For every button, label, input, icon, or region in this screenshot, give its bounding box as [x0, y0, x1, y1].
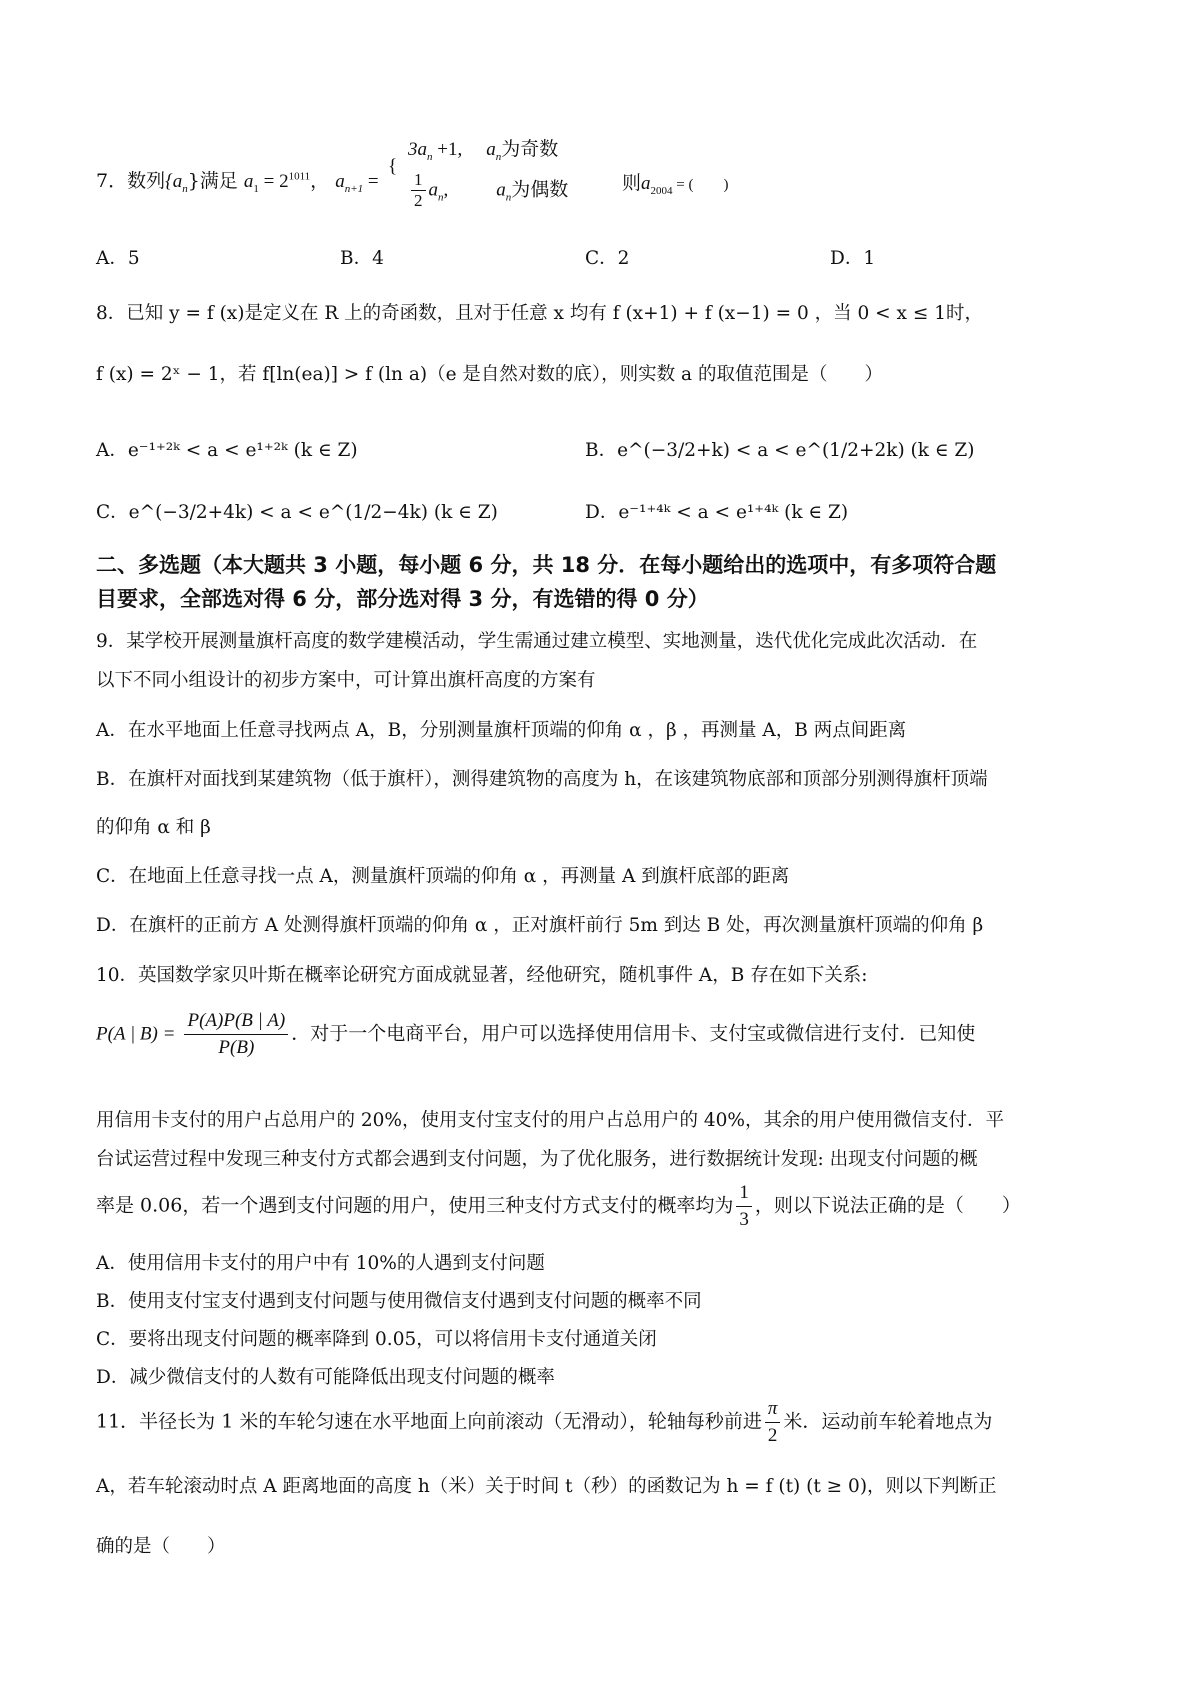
q10-line-5: 率是 0.06，若一个遇到支付问题的用户，使用三种支付方式支付的概率均为 $\frac{1}{3}$ ，则以下说法正确的是（ ）: [96, 1180, 1021, 1233]
q7-target: 则$a_{2004}$ = ( ): [622, 172, 729, 197]
q8-option-c: C．e^(−3/2+4k) < a < e^(1/2−4k) (k ∈ Z): [96, 502, 498, 523]
q7-case-1: $3a_n +1$, $a_n$为奇数: [408, 138, 559, 163]
q10-line-1: 10．英国数学家贝叶斯在概率论研究方面成就显著，经他研究，随机事件 A，B 存在如下关系:: [96, 965, 868, 986]
bayes-fraction: $\frac{P(A)P(B | A)}{P(B)}$: [184, 1008, 288, 1061]
q8-line-1: 8．已知 y = f (x)是定义在 R 上的奇函数，且对于任意 x 均有 f (x+1) + f (x−1) = 0 ，当 0 < x ≤ 1时，: [96, 303, 984, 324]
q7-stem: 7．数列$\{a_n\}$满足 $a_1 = 2^{1011}$， $a_{n+1}$ =: [96, 170, 379, 195]
q9-option-b-line-1: B．在旗杆对面找到某建筑物（低于旗杆），测得建筑物的高度为 h，在该建筑物底部和顶部分别测得旗杆顶端: [96, 769, 988, 790]
one-third-fraction: $\frac{1}{3}$: [736, 1180, 752, 1233]
q10-option-b: B．使用支付宝支付遇到支付问题与使用微信支付遇到支付问题的概率不同: [96, 1291, 702, 1312]
q10-option-d: D．减少微信支付的人数有可能降低出现支付问题的概率: [96, 1367, 555, 1388]
q7-brace: {: [388, 156, 398, 177]
q11-line-3: 确的是（ ）: [96, 1536, 226, 1557]
q10-formula-line: P(A | B) = $\frac{P(A)P(B | A)}{P(B)}$ ．对于一个电商平台，用户可以选择使用信用卡、支付宝或微信进行支付．已知使: [96, 1008, 975, 1061]
q10-option-a: A．使用信用卡支付的用户中有 10%的人遇到支付问题: [96, 1253, 545, 1274]
section-heading: 二、多选题（本大题共 3 小题，每小题 6 分，共 18 分．在每小题给出的选项中，有多项符合题 目要求，全部选对得 6 分，部分选对得 3 分，有选错的得 0 分）: [96, 553, 997, 611]
q11-line-1: 11．半径长为 1 米的车轮匀速在水平地面上向前滚动（无滑动），轮轴每秒前进 $\frac{\pi}{2}$ 米．运动前车轮着地点为: [96, 1396, 992, 1449]
q8-option-d: D．e⁻¹⁺⁴ᵏ < a < e¹⁺⁴ᵏ (k ∈ Z): [585, 502, 849, 523]
q8-option-b: B．e^(−3/2+k) < a < e^(1/2+2k) (k ∈ Z): [585, 440, 975, 461]
q10-option-c: C．要将出现支付问题的概率降到 0.05，可以将信用卡支付通道关闭: [96, 1329, 657, 1350]
q7-option-d: D．1: [830, 248, 876, 269]
q9-option-c: C．在地面上任意寻找一点 A，测量旗杆顶端的仰角 α ，再测量 A 到旗杆底部的距离: [96, 866, 790, 887]
q9-option-b-line-2: 的仰角 α 和 β: [96, 817, 211, 838]
q7-option-b: B．4: [340, 248, 384, 269]
q9-line-1: 9．某学校开展测量旗杆高度的数学建模活动，学生需通过建立模型、实地测量，迭代优化完成此次活动．在: [96, 631, 978, 652]
q7-case-2: $\frac{1}{2}$ $a_n$, $a_n$为偶数: [408, 170, 568, 211]
q9-line-2: 以下不同小组设计的初步方案中，可计算出旗杆高度的方案有: [96, 670, 596, 691]
pi-over-two-fraction: $\frac{\pi}{2}$: [765, 1396, 781, 1449]
q7-option-a: A．5: [96, 248, 140, 269]
q8-option-a: A．e⁻¹⁺²ᵏ < a < e¹⁺²ᵏ (k ∈ Z): [96, 440, 358, 461]
q7-option-c: C．2: [585, 248, 630, 269]
q8-line-2: f (x) = 2ˣ − 1，若 f[ln(ea)] > f (ln a)（e 是自然对数的底），则实数 a 的取值范围是（ ）: [96, 364, 883, 385]
q10-line-4: 台试运营过程中发现三种支付方式都会遇到支付问题，为了优化服务，进行数据统计发现: 出现支付问题的概: [96, 1149, 978, 1170]
q10-line-3: 用信用卡支付的用户占总用户的 20%，使用支付宝支付的用户占总用户的 40%，其余的用户使用微信支付．平: [96, 1110, 1005, 1131]
q9-option-a: A．在水平地面上任意寻找两点 A，B，分别测量旗杆顶端的仰角 α ，β ，再测量 A，B 两点间距离: [96, 720, 907, 741]
q11-line-2: A，若车轮滚动时点 A 距离地面的高度 h（米）关于时间 t（秒）的函数记为 h = f (t) (t ≥ 0)，则以下判断正: [96, 1476, 997, 1497]
q9-option-d: D．在旗杆的正前方 A 处测得旗杆顶端的仰角 α ，正对旗杆前行 5m 到达 B 处，再次测量旗杆顶端的仰角 β: [96, 915, 984, 936]
